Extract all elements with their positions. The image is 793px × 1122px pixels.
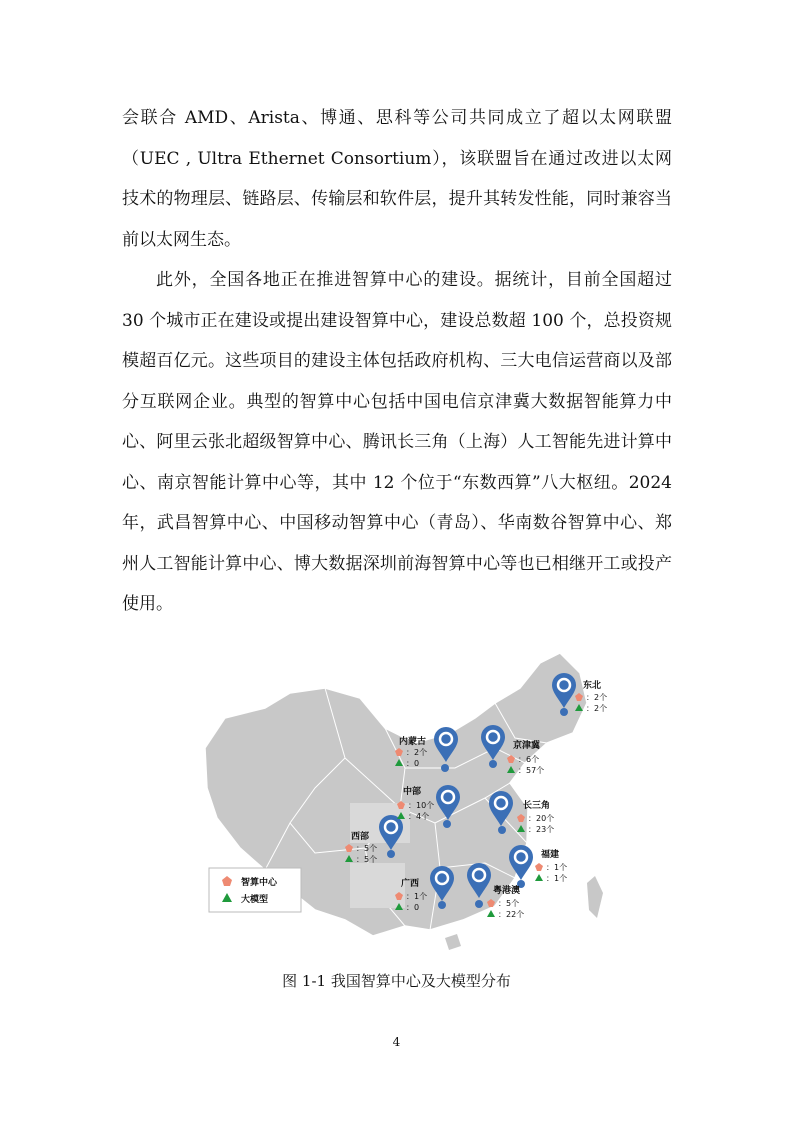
map-legend xyxy=(209,868,301,912)
region-models-count: ：57个 xyxy=(518,766,545,775)
china-map-svg xyxy=(195,648,615,958)
figure-caption: 图 1-1 我国智算中心及大模型分布 xyxy=(282,972,511,990)
location-dot xyxy=(443,820,451,828)
region-centers-count: ：20个 xyxy=(528,814,555,823)
region-centers-count: ：5个 xyxy=(498,899,520,908)
region-models-count: ：22个 xyxy=(498,910,525,919)
region-models-count: ：0 xyxy=(406,903,420,912)
triangle-icon xyxy=(487,910,495,917)
region-name: 中部 xyxy=(403,787,422,797)
region-name: 西部 xyxy=(351,832,370,842)
region-centers-count: ：1个 xyxy=(546,863,568,872)
region-models-count: ：23个 xyxy=(528,825,555,834)
region-label-5 xyxy=(517,799,554,834)
location-dot xyxy=(387,850,395,858)
location-dot xyxy=(441,764,449,772)
legend-computing-center-label: 智算中心 xyxy=(241,878,278,888)
region-name: 粤港澳 xyxy=(493,886,521,896)
region-label-7 xyxy=(535,848,567,883)
region-centers-count: ：2个 xyxy=(586,693,608,702)
highlight-guangxi xyxy=(350,863,405,908)
legend-large-model-label: 大模型 xyxy=(241,895,269,905)
region-models-count: ：5个 xyxy=(356,855,378,864)
region-models-count: ：2个 xyxy=(586,704,608,713)
location-dot xyxy=(489,760,497,768)
region-models-count: ：4个 xyxy=(408,812,430,821)
region-name: 东北 xyxy=(583,681,602,691)
location-dot xyxy=(560,708,568,716)
region-centers-count: ：2个 xyxy=(406,748,428,757)
region-name: 内蒙古 xyxy=(399,737,427,747)
region-centers-count: ：10个 xyxy=(408,801,435,810)
page-number: 4 xyxy=(392,1035,401,1049)
location-dot xyxy=(438,901,446,909)
location-dot xyxy=(475,900,483,908)
location-dot xyxy=(498,826,506,834)
region-label-9 xyxy=(487,884,524,919)
pentagon-icon xyxy=(535,863,543,871)
region-models-count: ：0 xyxy=(406,759,420,768)
body-paragraph-2: 此外，全国各地正在推进智算中心的建设。据统计，目前全国超过 30 个城市正在建设或提出建设智算中心，建设总数超 100 个，总投资规模超百亿元。这些项目的建设主体包括政府机构、三大电信运营商以及部分互联网企业。典型的智算中心包括中国电信京津冀大数据智能算力中心、阿里云张北超级智算中心、腾讯长三角（上海）人工智能先进计算中心、南京智能计算中心等，其中 12 个位于“东数西算”八大枢纽。2024 年，武昌智算中心、中国移动智算中心（青岛）、华南数谷智算中心、郑州人工智能计算中心、博大数据深圳前海智算中心等也已相继开工或投产使用。 xyxy=(122,270,672,614)
region-centers-count: ：6个 xyxy=(518,755,540,764)
region-name: 京津冀 xyxy=(513,741,541,751)
region-centers-count: ：1个 xyxy=(406,892,428,901)
region-label-3 xyxy=(507,739,544,775)
body-paragraph-1: 会联合 AMD、Arista、博通、思科等公司共同成立了超以太网联盟（UEC , Ultra Ethernet Consortium），该联盟旨在通过改进以太网技术的物理层、链路层、传输层和软件层，提升其转发性能，同时兼容当前以太网生态。 xyxy=(122,108,672,250)
region-models-count: ：1个 xyxy=(546,874,568,883)
triangle-icon xyxy=(535,874,543,881)
region-centers-count: ：5个 xyxy=(356,844,378,853)
hainan-shape xyxy=(445,934,461,950)
region-name: 福建 xyxy=(541,850,560,860)
taiwan-shape xyxy=(587,876,603,918)
region-name: 长三角 xyxy=(523,801,551,811)
region-name: 广西 xyxy=(401,879,420,889)
china-map-figure xyxy=(195,648,615,958)
